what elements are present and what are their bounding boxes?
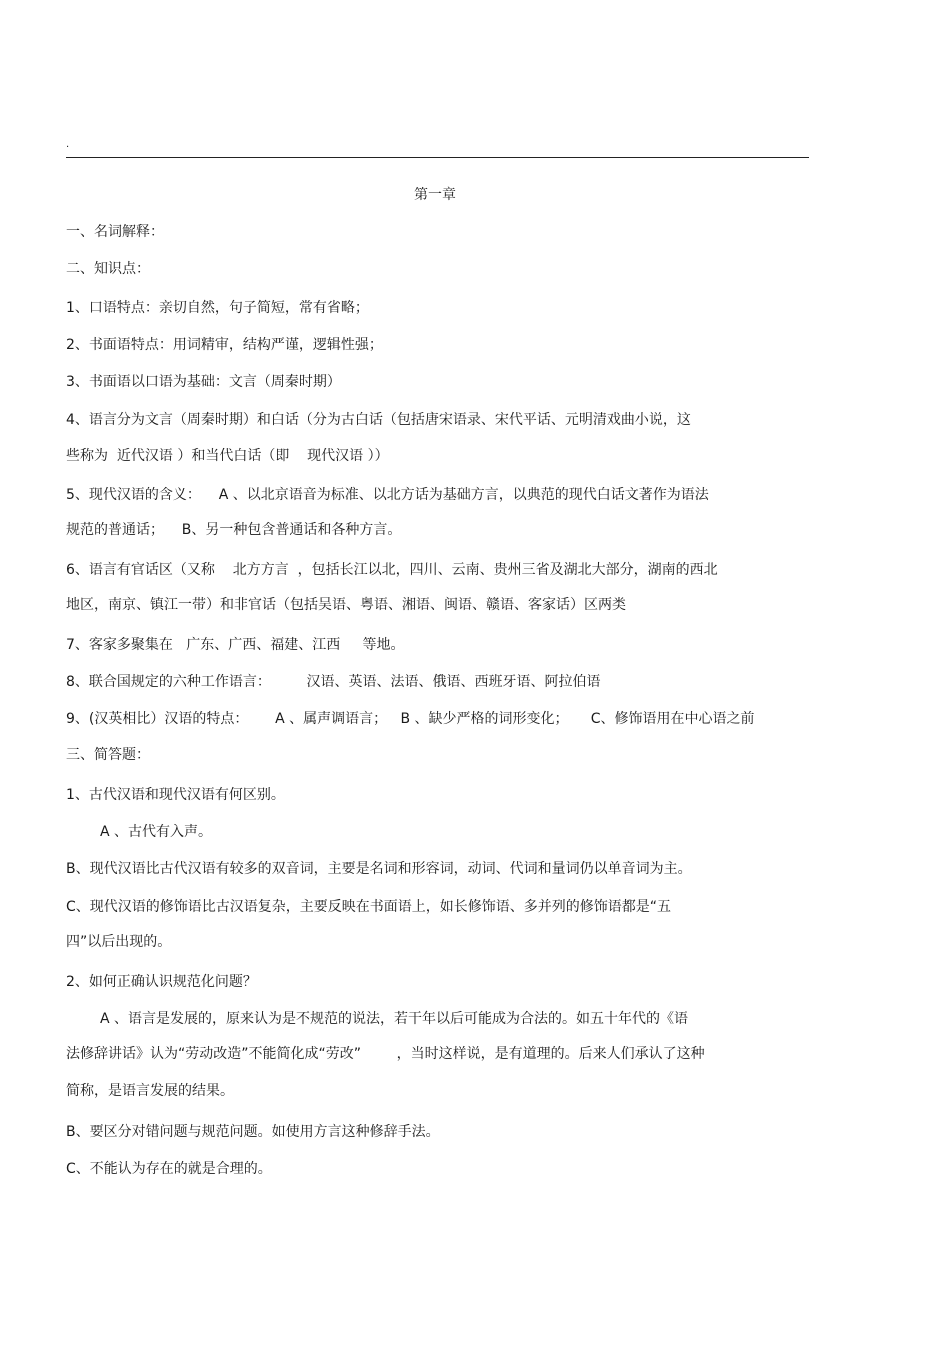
section-heading-2: 二、知识点： — [66, 261, 150, 277]
knowledge-point-cont: 些称为 近代汉语 ）和当代白话（即 现代汉语 ）） — [66, 448, 389, 464]
question: 1、古代汉语和现代汉语有何区别。 — [66, 787, 285, 803]
answer-line-cont: 简称，是语言发展的结果。 — [66, 1083, 234, 1099]
answer-line: C、现代汉语的修饰语比古汉语复杂，主要反映在书面语上，如长修饰语、多并列的修饰语都是“五 — [66, 899, 672, 915]
header-rule — [66, 157, 809, 158]
section-heading-1: 一、名词解释： — [66, 224, 164, 240]
knowledge-point: 1、口语特点：亲切自然，句子简短，常有省略； — [66, 300, 369, 316]
knowledge-point: 2、书面语特点：用词精审，结构严谨，逻辑性强； — [66, 337, 383, 353]
knowledge-point: 7、客家多聚集在 广东、广西、福建、江西 等地。 — [66, 637, 405, 653]
answer-line: C、不能认为存在的就是合理的。 — [66, 1161, 272, 1177]
answer-line-cont: 四”以后出现的。 — [66, 934, 172, 950]
answer-line: B、要区分对错问题与规范问题。如使用方言这种修辞手法。 — [66, 1124, 440, 1140]
answer-line-cont: 法修辞讲话》认为“劳动改造”不能简化成“劳改” ，当时这样说，是有道理的。后来人们承认了这种 — [66, 1046, 705, 1062]
knowledge-point: 6、语言有官话区（又称 北方方言 ，包括长江以北，四川、云南、贵州三省及湖北大部分，湖南的西北 — [66, 562, 718, 578]
knowledge-point: 5、现代汉语的含义： A 、以北京语音为标准、以北方话为基础方言，以典范的现代白话文著作为语法 — [66, 487, 709, 503]
knowledge-point-cont: 规范的普通话； B、另一种包含普通话和各种方言。 — [66, 522, 402, 538]
header-mark: . — [66, 139, 70, 150]
chapter-title: 第一章 — [414, 187, 456, 203]
question: 2、如何正确认识规范化问题？ — [66, 974, 257, 990]
answer-line: B、现代汉语比古代汉语有较多的双音词，主要是名词和形容词，动词、代词和量词仍以单音词为主。 — [66, 861, 692, 877]
knowledge-point-cont: 地区，南京、镇江一带）和非官话（包括吴语、粤语、湘语、闽语、赣语、客家话）区两类 — [66, 597, 626, 613]
knowledge-point: 4、语言分为文言（周秦时期）和白话（分为古白话（包括唐宋语录、宋代平话、元明清戏曲小说，这 — [66, 412, 691, 428]
knowledge-point: 8、联合国规定的六种工作语言： 汉语、英语、法语、俄语、西班牙语、阿拉伯语 — [66, 674, 601, 690]
answer-line: A 、语言是发展的，原来认为是不规范的说法，若干年以后可能成为合法的。如五十年代的《语 — [100, 1011, 689, 1027]
knowledge-point: 3、书面语以口语为基础：文言（周秦时期） — [66, 374, 341, 390]
knowledge-point: 9、(汉英相比）汉语的特点： A 、属声调语言； B 、缺少严格的词形变化； C、修饰语用在中心语之前 — [66, 711, 755, 727]
answer-line: A 、古代有入声。 — [100, 824, 213, 840]
section-heading-3: 三、简答题： — [66, 747, 150, 763]
